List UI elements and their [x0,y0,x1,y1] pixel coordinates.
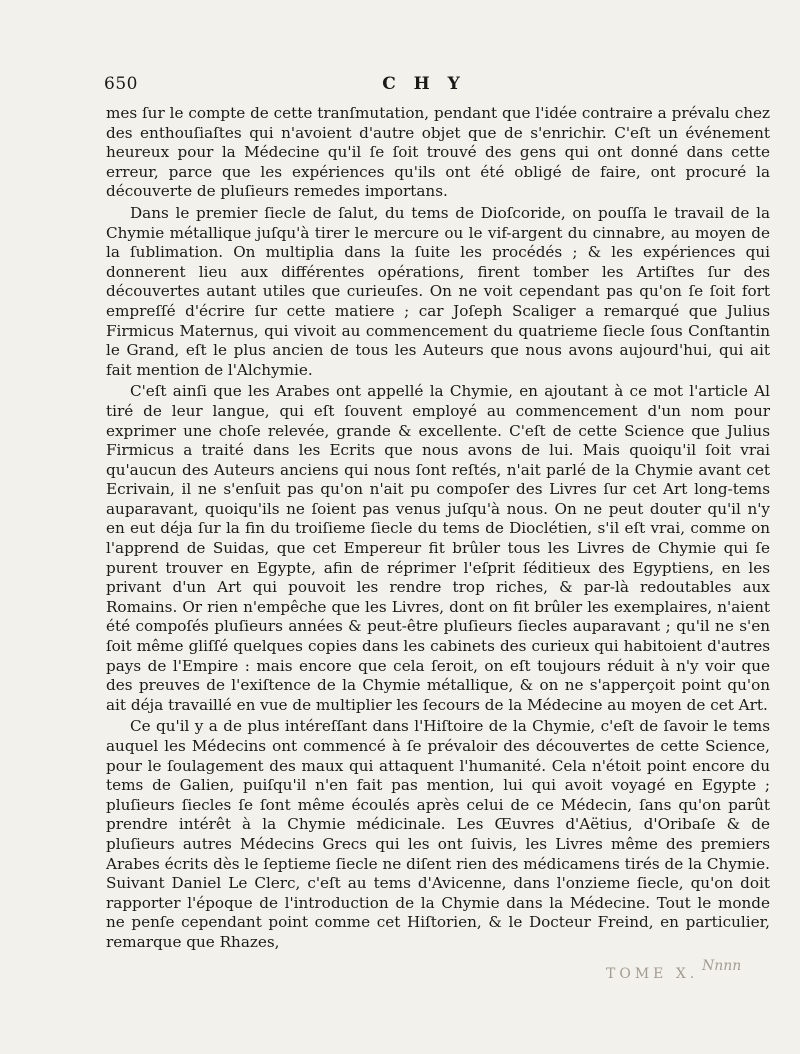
signature-mark: Nnnn [702,958,742,974]
paragraph: Dans le premier ſiecle de ſalut, du tems de Dioſcoride, on pouſſa le travail de la Chymie métallique juſqu'à tirer le mercure ou le vif-argent du cinnabre, au moyen de la ſublimation. On multiplia dans la ſuite les procédés ; & les expériences qui donnerent lieu aux différentes opérations, firent tomber les Artiſtes ſur des découvertes autant utiles que curieuſes. On ne voit cependant pas qu'on ſe ſoit fort empreſſé d'écrire ſur cette matiere ; car Joſeph Scaliger a remarqué que Julius Firmicus Maternus, qui vivoit au commencement du quatrieme ſiecle ſous Conſtantin le Grand, eſt le plus ancien de tous les Auteurs que nous avons aujourd'hui, qui ait fait mention de l'Alchymie. [106,203,770,379]
page-header [104,74,744,98]
running-head: C H Y [382,74,466,94]
paragraph: mes ſur le compte de cette tranſmutation, pendant que l'idée contraire a prévalu chez des enthouſiaſtes qui n'avoient d'autre objet que de s'enrichir. C'eſt un événement heureux pour la Médecine qu'il ſe ſoit trouvé des gens qui ont donné dans cette erreur, parce que les expériences qu'ils ont été obligé de faire, ont procuré la découverte de pluſieurs remedes importans. [106,104,770,201]
volume-mark: TOME X. [606,966,699,982]
page-number: 650 [104,74,138,94]
paragraph: Ce qu'il y a de plus intéreſſant dans l'Hiſtoire de la Chymie, c'eſt de ſavoir le tems auquel les Médecins ont commencé à ſe prévaloir des découvertes de cette Science, pour le ſoulagement des maux qui attaquent l'humanité. Cela n'étoit point encore du tems de Galien, puiſqu'il n'en fait pas mention, lui qui avoit voyagé en Egypte ; pluſieurs ſiecles ſe ſont même écoulés après celui de ce Médecin, ſans qu'on parût prendre intérêt à la Chymie médicinale. Les Œuvres d'Aëtius, d'Oribaſe & de pluſieurs autres Médecins Grecs qui les ont ſuivis, les Livres même des premiers Arabes écrits dès le ſeptieme ſiecle ne diſent rien des médicamens tirés de la Chymie. Suivant Daniel Le Clerc, c'eſt au tems d'Avicenne, dans l'onzieme ſiecle, qu'on doit rapporter l'époque de l'introduction de la Chymie dans la Médecine. Tout le monde ne penſe cependant point comme cet Hiſtorien, & le Docteur Freind, en particulier, remarque que Rhazes, [106,717,770,951]
paragraph: C'eſt ainſi que les Arabes ont appellé la Chymie, en ajoutant à ce mot l'article Al tiré de leur langue, qui eſt ſouvent employé au commencement d'un nom pour exprimer une choſe relevée, grande & excellente. C'eſt de cette Science que Julius Firmicus a traité dans les Ecrits que nous avons de lui. Mais quoiqu'il ſoit vrai qu'aucun des Auteurs anciens qui nous ſont reſtés, n'ait parlé de la Chymie avant cet Ecrivain, il ne s'enſuit pas qu'on n'ait pu compoſer des Livres ſur cet Art long-tems auparavant, quoiqu'ils ne ſoient pas venus juſqu'à nous. On ne peut douter qu'il n'y en eut déja ſur la fin du troiſieme ſiecle du tems de Dioclétien, s'il eſt vrai, comme on l'apprend de Suidas, que cet Empereur fit brûler tous les Livres de Chymie qui ſe purent trouver en Egypte, afin de réprimer l'eſprit ſéditieux des Egyptiens, en les privant d'un Art qui pouvoit les rendre trop riches, & par-là redoutables aux Romains. Or rien n'empêche que les Livres, dont on fit brûler les exemplaires, n'aient été compoſés pluſieurs années & peut-être pluſieurs ſiecles auparavant ; qu'il ne s'en ſoit même gliſſé quelques copies dans les cabinets des curieux qui habitoient d'autres pays de l'Empire : mais encore que cela ſeroit, on eſt toujours réduit à n'y voir que des preuves de l'exiſtence de la Chymie métallique, & on ne s'apperçoit point qu'on ait déja travaillé en vue de multiplier les ſecours de la Médecine au moyen de cet Art. [106,382,770,714]
page-footer [106,960,770,984]
body-text [106,104,770,955]
